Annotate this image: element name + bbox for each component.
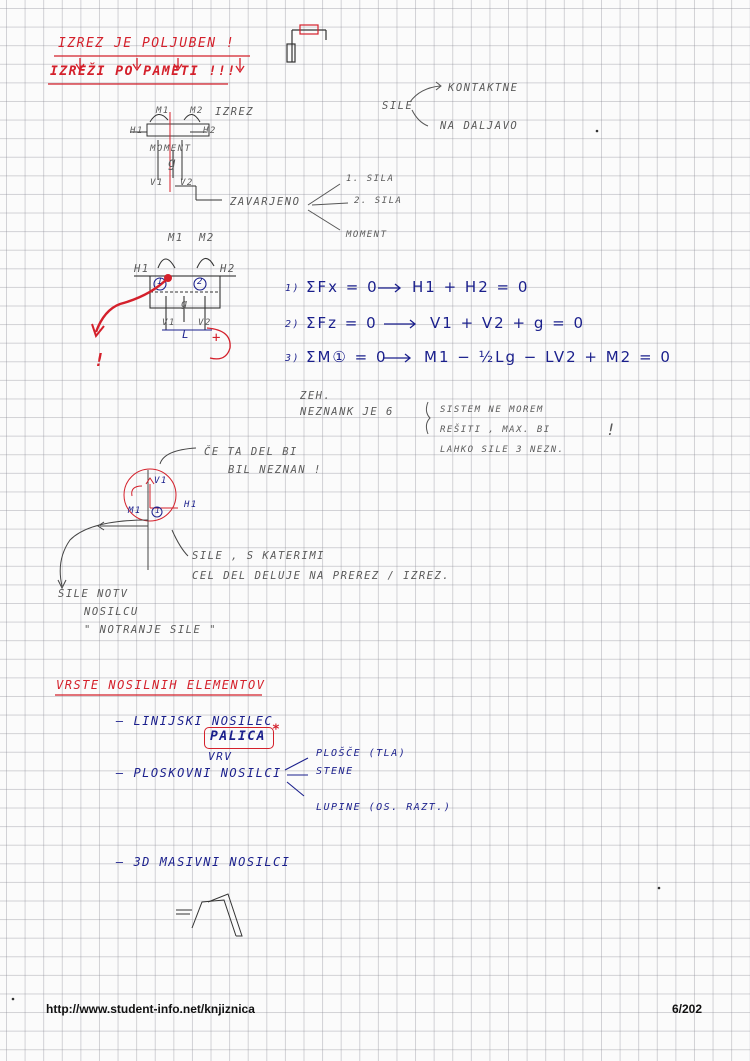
note-sistem-1: SISTEM NE MOREM xyxy=(440,405,544,415)
d1-v2: V2 xyxy=(180,178,194,188)
d2-v1: V1 xyxy=(162,318,176,328)
item-linijski: – LINIJSKI NOSILEC xyxy=(116,714,274,728)
vrv-label: VRV xyxy=(208,750,233,763)
palica-star: * xyxy=(272,722,282,737)
d2-m2: M2 xyxy=(199,232,215,244)
eq1-right: H1 + H2 = 0 xyxy=(412,278,530,296)
palica-label: PALICA xyxy=(210,729,266,744)
note-sistem-2: REŠITI , MAX. BI xyxy=(440,425,551,435)
d2-l: L xyxy=(182,328,191,341)
eq3-right: M1 − ½Lg − LV2 + M2 = 0 xyxy=(424,348,672,366)
d3-note-2: BIL NEZNAN ! xyxy=(228,464,322,476)
d2-exclamation: ! xyxy=(94,350,107,371)
d1-moment: MOMENT xyxy=(150,144,192,154)
d1-m1: M1 xyxy=(156,106,170,116)
d3-m1: M1 xyxy=(128,506,142,516)
d1-g: g xyxy=(168,156,178,171)
sile-kontaktne: KONTAKTNE xyxy=(448,82,519,94)
item-ploskovni: – PLOSKOVNI NOSILCI xyxy=(116,766,282,780)
d2-h2: H2 xyxy=(220,263,236,275)
d3-left-3: " NOTRANJE SILE " xyxy=(84,624,217,636)
d1-v1: V1 xyxy=(150,178,164,188)
d2-node-2: 2 xyxy=(197,277,204,287)
d2-plus: + xyxy=(212,330,222,346)
d3-sile-2: CEL DEL DELUJE NA PREREZ / IZREZ. xyxy=(192,570,451,582)
sile-tree xyxy=(410,82,441,126)
d3-note-1: ČE TA DEL BI xyxy=(204,446,298,458)
3d-sketch xyxy=(176,894,242,936)
zavarjeno-tree xyxy=(308,184,348,230)
d3-node-1: 1 xyxy=(155,506,162,515)
d2-g: g xyxy=(181,298,189,310)
lupine-label: LUPINE (OS. RAZT.) xyxy=(316,802,452,813)
eq1-left: ΣFx = 0 xyxy=(306,278,379,296)
ploskovni-branches xyxy=(285,758,308,796)
page-number: 6/202 xyxy=(672,1002,703,1016)
plosce-label: PLOŠČE (TLA) xyxy=(316,748,407,759)
note-neznank: NEZNANK JE 6 xyxy=(300,406,394,418)
d1-m2: M2 xyxy=(190,106,204,116)
stene-label: STENE xyxy=(316,766,354,777)
d2-node-1: 1 xyxy=(157,277,164,287)
note-zeh: ZEH. xyxy=(300,390,332,402)
sile-label: SILE xyxy=(382,100,414,112)
d2-h1: H1 xyxy=(134,263,150,275)
note-sistem-3: LAHKO SILE 3 NEZN. xyxy=(440,445,565,455)
eq2-num: 2) xyxy=(285,319,301,330)
d3-v1: V1 xyxy=(154,476,168,486)
d3-sile-1: SILE , S KATERIMI xyxy=(192,550,325,562)
d1-h1: H1 xyxy=(130,126,144,136)
d2-m1: M1 xyxy=(168,232,184,244)
d3-left-1: SILE NOTV xyxy=(58,588,129,600)
section-title: VRSTE NOSILNIH ELEMENTOV xyxy=(56,678,266,692)
d2-v2: V2 xyxy=(198,318,212,328)
zavarjeno-label: ZAVARJENO xyxy=(230,196,301,208)
eq2-left: ΣFz = 0 xyxy=(306,314,378,332)
d1-h2: H2 xyxy=(203,126,217,136)
footer-url[interactable]: http://www.student-info.net/knjiznica xyxy=(46,1002,255,1016)
cut-diagram-3 xyxy=(58,448,196,588)
item-3d-masivni: – 3D MASIVNI NOSILCI xyxy=(116,855,291,869)
heading-line-2: IZREŽI PO PAMETI !!! xyxy=(50,64,237,79)
eq1-num: 1) xyxy=(285,283,301,294)
zavarjeno-moment: MOMENT xyxy=(346,230,388,240)
d3-h1: H1 xyxy=(184,500,198,510)
note-marks xyxy=(426,402,430,434)
heading-line-1: IZREZ JE POLJUBEN ! xyxy=(58,36,236,51)
d1-izrez: IZREZ xyxy=(215,106,255,118)
zavarjeno-sila-1: 1. SILA xyxy=(346,174,395,184)
resistor-sketch xyxy=(287,25,326,62)
eq2-right: V1 + V2 + g = 0 xyxy=(430,314,585,332)
note-exclamation: ! xyxy=(606,420,618,439)
eq3-left: ΣM① = 0 xyxy=(306,348,388,366)
sile-na-daljavo: NA DALJAVO xyxy=(440,120,519,132)
eq3-num: 3) xyxy=(285,353,301,364)
d3-left-2: NOSILCU xyxy=(84,606,139,618)
zavarjeno-sila-2: 2. SILA xyxy=(354,196,403,206)
